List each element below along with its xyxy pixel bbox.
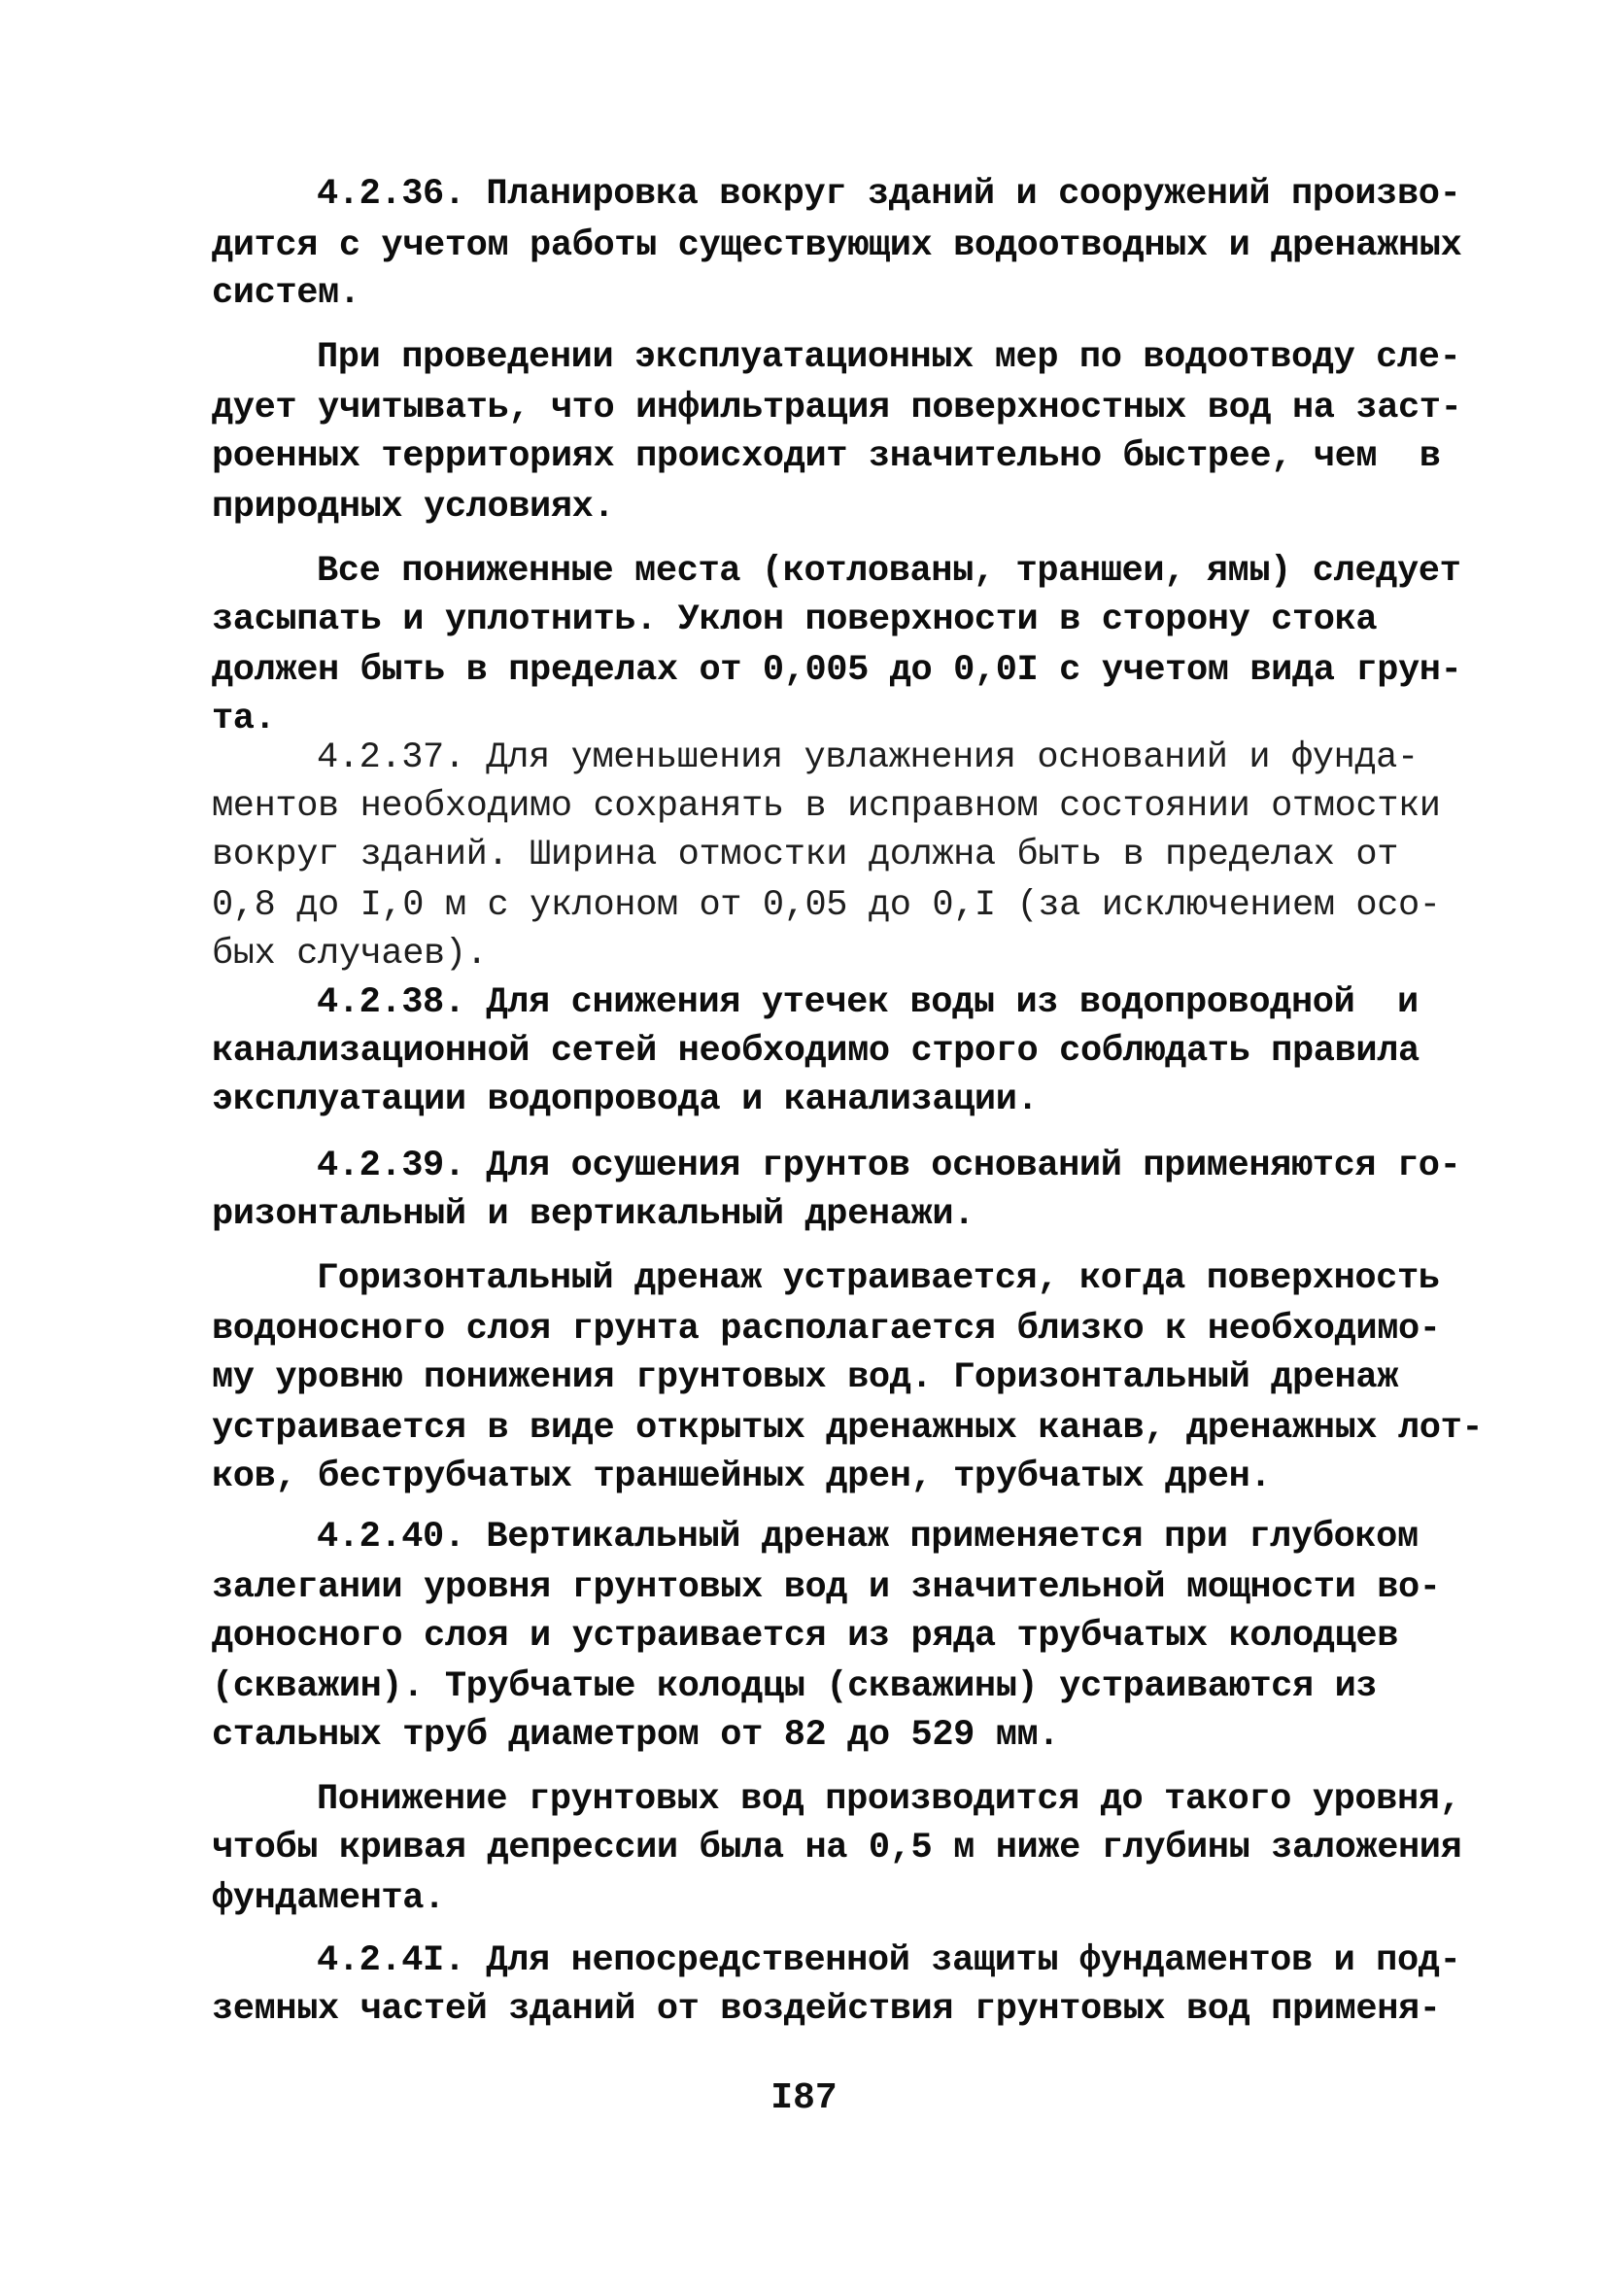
text-line: 4.2.38. Для снижения утечек воды из водопроводной и (317, 982, 1419, 1023)
text-line: доносного слоя и устраивается из ряда трубчатых колодцев (212, 1616, 1399, 1657)
text-line: При проведении эксплуатационных мер по водоотводу сле- (317, 337, 1461, 378)
text-line: 4.2.4I. Для непосредственной защиты фундаментов и под- (317, 1940, 1461, 1981)
text-line: 4.2.39. Для осушения грунтов оснований применяются го- (317, 1146, 1461, 1186)
text-line: 4.2.40. Вертикальный дренаж применяется при глубоком (317, 1517, 1419, 1558)
text-line: 4.2.36. Планировка вокруг зданий и сооружений произво- (317, 174, 1461, 215)
text-line: канализационной сетей необходимо строго соблюдать правила (212, 1031, 1420, 1072)
text-line: ментов необходимо сохранять в исправном состоянии отмостки (212, 786, 1441, 827)
text-line: та. (212, 699, 276, 739)
text-line: чтобы кривая депрессии была на 0,5 м ниже глубины заложения (212, 1828, 1462, 1868)
text-line: должен быть в пределах от 0,005 до 0,0I с учетом вида грун- (212, 650, 1462, 691)
text-line: ков, беструбчатых траншейных дрен, трубчатых дрен. (212, 1456, 1272, 1497)
text-line: Понижение грунтовых вод производится до такого уровня, (317, 1779, 1461, 1820)
text-line: ризонтальный и вертикальный дренажи. (212, 1194, 975, 1235)
text-line: Горизонтальный дренаж устраивается, когда поверхность (317, 1258, 1440, 1299)
text-line: устраивается в виде открытых дренажных канав, дренажных лот- (212, 1408, 1484, 1449)
text-line: земных частей зданий от воздействия грунтовых вод применя- (212, 1989, 1441, 2030)
text-line: бых случаев). (212, 934, 488, 975)
text-line: (скважин). Трубчатые колодцы (скважины) устраиваются из (212, 1666, 1378, 1707)
text-line: Все пониженные места (котлованы, траншеи, ямы) следует (317, 551, 1461, 592)
text-line: водоносного слоя грунта располагается близко к необходимо- (212, 1309, 1441, 1350)
page-number: I87 (770, 2077, 838, 2119)
text-line: 0,8 до I,0 м с уклоном от 0,05 до 0,I (за исключением осо- (212, 885, 1441, 926)
text-line: му уровню понижения грунтовых вод. Горизонтальный дренаж (212, 1357, 1399, 1398)
text-line: вокруг зданий. Ширина отмостки должна быть в пределах от (212, 835, 1399, 875)
text-line: роенных территориях происходит значительно быстрее, чем в (212, 436, 1441, 477)
text-line: эксплуатации водопровода и канализации. (212, 1079, 1039, 1120)
text-line: фундамента. (212, 1878, 445, 1919)
text-line: стальных труб диаметром от 82 до 529 мм. (212, 1715, 1060, 1756)
text-line: залегании уровня грунтовых вод и значительной мощности во- (212, 1567, 1441, 1608)
text-line: 4.2.37. Для уменьшения увлажнения оснований и фунда- (317, 737, 1419, 778)
text-line: дится с учетом работы существующих водоотводных и дренажных (212, 225, 1462, 266)
text-line: дует учитывать, что инфильтрация поверхностных вод на заст- (212, 388, 1462, 428)
text-line: засыпать и уплотнить. Уклон поверхности в сторону стока (212, 600, 1378, 640)
text-line: природных условиях. (212, 487, 615, 528)
text-line: систем. (212, 273, 360, 314)
